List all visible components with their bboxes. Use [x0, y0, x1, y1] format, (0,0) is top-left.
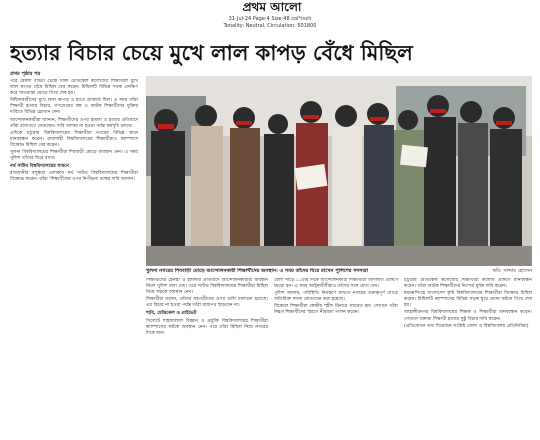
paragraph: চট্টগ্রাম মেডিকেল কলেজের শিক্ষার্থীরা কলেজ প্রাঙ্গণে মানববন্ধন করেন। তাঁরা আটক শিক্ষার্থীদের নিঃশর্ত মুক্তি দাবি করেন।	[404, 278, 532, 290]
paragraph: বেলা সাড়ে ১১টার দিকে আন্দোলনকারী শিক্ষার্থীরা আদালত প্রাঙ্গণে জড়ো হন। এ সময় আইনজীবীরাও তাঁদের সঙ্গে যোগ দেন।	[274, 278, 398, 290]
paragraph: পরে মেরুল বাড্ডা থেকে ঢাকা মেডিকেল কলেজের শিক্ষার্থীরা মুখে লাল কাপড় বেঁধে মিছিল বের করেন। মিছিলটি বিভিন্ন সড়ক প্রদক্ষিণ করে সাতরাস্তা মোড়ে গিয়ে শেষ হয়।	[10, 79, 138, 97]
paragraph: পুলিশ জানায়, পরিস্থিতি নিয়ন্ত্রণে রাখতে নগরের গুরুত্বপূর্ণ মোড়ে অতিরিক্ত সদস্য মোতায়েন করা হয়েছে।	[274, 291, 398, 303]
headline: হত্যার বিচার চেয়ে মুখে লাল কাপড় বেঁধে মিছিল	[10, 40, 413, 65]
paragraph: আন্দোলনকারীরা জানান, শিক্ষার্থীদের ওপর হামলা ও হত্যার প্রতিবাদে তাঁরা রাজপথে নেমেছেন। দাবি আদায় না হওয়া পর্যন্ত কর্মসূচি চলবে।	[10, 117, 138, 129]
column-two	[146, 278, 268, 436]
photo-credit: ছবি: সাদ্দাম হোসেন	[492, 268, 532, 274]
paragraph: খুলনা বিশ্ববিদ্যালয়ের শিক্ষার্থীরা শিববাড়ী মোড়ে অবস্থান নেন। এ সময় পুলিশ তাঁদের ঘিরে রাখে।	[10, 150, 138, 162]
protest-photo-illustration	[146, 76, 532, 266]
column-three	[274, 278, 398, 436]
edition-line: 31-Jul-24 Page:4 Size:48 col*inch	[228, 16, 312, 22]
paragraph: ময়মনসিংহে বাংলাদেশ কৃষি বিশ্ববিদ্যালয়ের শিক্ষার্থীরা বিক্ষোভ মিছিল করেন। মিছিলটি ক্যাম্পাসের বিভিন্ন সড়ক ঘুরে প্রধান ফটকে গিয়ে শেষ হয়।	[404, 291, 532, 309]
paragraph: শিক্ষার্থীরা বলেন, তাঁদের সহপাঠীদের ওপর গুলি চালানো হয়েছে। এর বিচার না হওয়া পর্যন্ত তাঁরা রাজপথ ছাড়বেন না।	[146, 297, 268, 309]
tonality-line: Tonality: Neutral, Circulation: 501800	[223, 23, 317, 29]
column-four	[404, 278, 532, 436]
newspaper-logo	[222, 0, 322, 14]
paragraph: শিক্ষার্থীদের হেনস্তা ও হামলার প্রতিবাদে আন্দোলনকারীরা অবস্থান নিলে পুলিশ বাধা দেয়। পরে সাউথ বিশ্ববিদ্যালয়ের শিক্ষার্থীরা মিছিল নিয়ে সড়কে অবস্থান নেন।	[146, 278, 268, 296]
paragraph: বিকেলে শিক্ষার্থীরা কেন্দ্রীয় শহীদ মিনারে সমবেত হন। সেখানে তাঁরা নিহত শিক্ষার্থীদের স্মরণে নীরবতা পালন করেন।	[274, 304, 398, 316]
subheading: শাবি, মেডিকেল ও প্রাইভেট	[146, 311, 197, 317]
paragraph: জাহাঙ্গীরনগর বিশ্ববিদ্যালয়ের শিক্ষক ও শিক্ষার্থীরা মানববন্ধন করেন। সেখানে বক্তারা শিক্ষার্থী হত্যার সুষ্ঠু বিচার দাবি করেন।	[404, 310, 532, 322]
protest-photo	[146, 76, 532, 266]
photo-caption: খুলনা নগরের শিববাড়ী মোড়ে আন্দোলনকারী শিক্ষার্থীদের অবস্থান। এ সময় তাঁদের ঘিরে রাখেন পুলিশের সদস্যরা	[146, 268, 369, 274]
left-column	[10, 79, 138, 436]
paragraph: রাজধানীর বসুন্ধরা এলাকায় নর্থ সাউথ বিশ্ববিদ্যালয়ের শিক্ষার্থীরা বিক্ষোভ করেন। তাঁরা 'শিক্ষার্থীদের ওপর নিপীড়ন' বন্ধের দাবি জানান।	[10, 171, 138, 183]
paragraph: সিলেটে শাহজালাল বিজ্ঞান ও প্রযুক্তি বিশ্ববিদ্যালয়ের শিক্ষার্থীরা ক্যাম্পাসের ফটকে অবস্থান নেন। পরে তাঁরা মিছিল নিয়ে নগরের দিকে যান।	[146, 318, 268, 336]
paragraph: এদিকে চট্টগ্রাম বিশ্ববিদ্যালয়ের শিক্ষার্থীরা নগরের বিভিন্ন স্থানে মানববন্ধন করেন। রাজশাহী বিশ্ববিদ্যালয়ের শিক্ষার্থীরাও ক্যাম্পাসে বিক্ষোভ মিছিল বের করেন।	[10, 130, 138, 148]
paragraph: মিছিলকারীদের মুখে লাল কাপড় ও হাতে প্ল্যাকার্ড ছিল। এ সময় তাঁরা শিক্ষার্থী হত্যার বিচার, গণগ্রেপ্তার বন্ধ ও আটক শিক্ষার্থীদের মুক্তির দাবিতে বিভিন্ন স্লোগান দেন।	[10, 98, 138, 116]
continued-from-label: প্রথম পৃষ্ঠার পর	[10, 71, 41, 77]
subheading: নর্থ সাউথ বিশ্ববিদ্যালয়ের সামনে	[10, 164, 69, 170]
masthead	[0, 0, 540, 36]
paragraph: (প্রতিবেদনে তথ্য দিয়েছেন সংশ্লিষ্ট জেলা ও বিশ্ববিদ্যালয় প্রতিনিধিরা)	[404, 323, 529, 329]
logo-text: প্রথম আলো	[242, 0, 302, 14]
